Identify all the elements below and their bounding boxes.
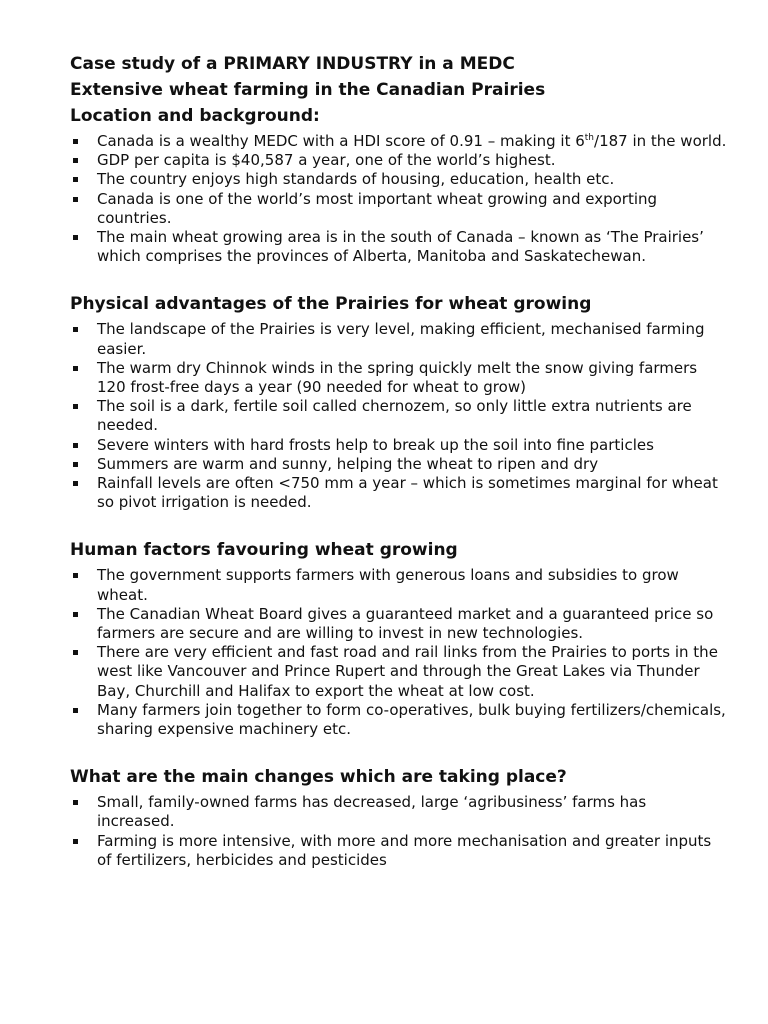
document-subtitle: Extensive wheat farming in the Canadian Prairies [70,80,546,100]
list-item: The government supports farmers with generous loans and subsidies to grow wheat. [70,566,728,604]
list-item: Canada is one of the world’s most important wheat growing and exporting countries. [70,190,728,228]
section-heading-location: Location and background: [70,106,320,126]
list-item: The soil is a dark, fertile soil called chernozem, so only little extra nutrients are needed. [70,397,728,435]
list-item: The warm dry Chinnok winds in the spring quickly melt the snow giving farmers 120 frost-free days a year (90 needed for wheat to grow) [70,359,728,397]
list-item: Summers are warm and sunny, helping the wheat to ripen and dry [70,455,728,474]
section-heading-physical: Physical advantages of the Prairies for wheat growing [70,294,592,315]
section-heading-changes: What are the main changes which are taking place? [70,767,567,788]
bullet-list-location [70,132,728,266]
list-item-text: /187 in the world. [594,132,727,150]
list-item: Rainfall levels are often <750 mm a year – which is sometimes marginal for wheat so pivot irrigation is needed. [70,474,728,512]
list-item: The main wheat growing area is in the south of Canada – known as ‘The Prairies’ which comprises the provinces of Alberta, Manitoba and Saskatechewan. [70,228,728,266]
document-title: Case study of a PRIMARY INDUSTRY in a MEDC [70,54,515,74]
list-item: Severe winters with hard frosts help to break up the soil into fine particles [70,436,728,455]
list-item: GDP per capita is $40,587 a year, one of the world’s highest. [70,151,728,170]
bullet-list-changes [70,793,728,870]
list-item: Small, family-owned farms has decreased, large ‘agribusiness’ farms has increased. [70,793,728,831]
list-item: The landscape of the Prairies is very level, making efficient, mechanised farming easier. [70,320,728,358]
list-item-text: Canada is a wealthy MEDC with a HDI score of 0.91 – making it 6 [97,132,585,150]
superscript-text: th [584,133,595,143]
list-item: The country enjoys high standards of housing, education, health etc. [70,170,728,189]
bullet-list-human [70,566,728,739]
section-heading-human: Human factors favouring wheat growing [70,540,458,561]
list-item [70,132,728,151]
list-item: There are very efficient and fast road and rail links from the Prairies to ports in the west like Vancouver and Prince Rupert and through the Great Lakes via Thunder Bay, Churchill and Halifax to export the wheat at low cost. [70,643,728,701]
list-item: Farming is more intensive, with more and more mechanisation and greater inputs of fertilizers, herbicides and pesticides [70,832,728,870]
list-item: The Canadian Wheat Board gives a guaranteed market and a guaranteed price so farmers are secure and are willing to invest in new technologies. [70,605,728,643]
bullet-list-physical [70,320,728,512]
list-item: Many farmers join together to form co-operatives, bulk buying fertilizers/chemicals, sharing expensive machinery etc. [70,701,728,739]
